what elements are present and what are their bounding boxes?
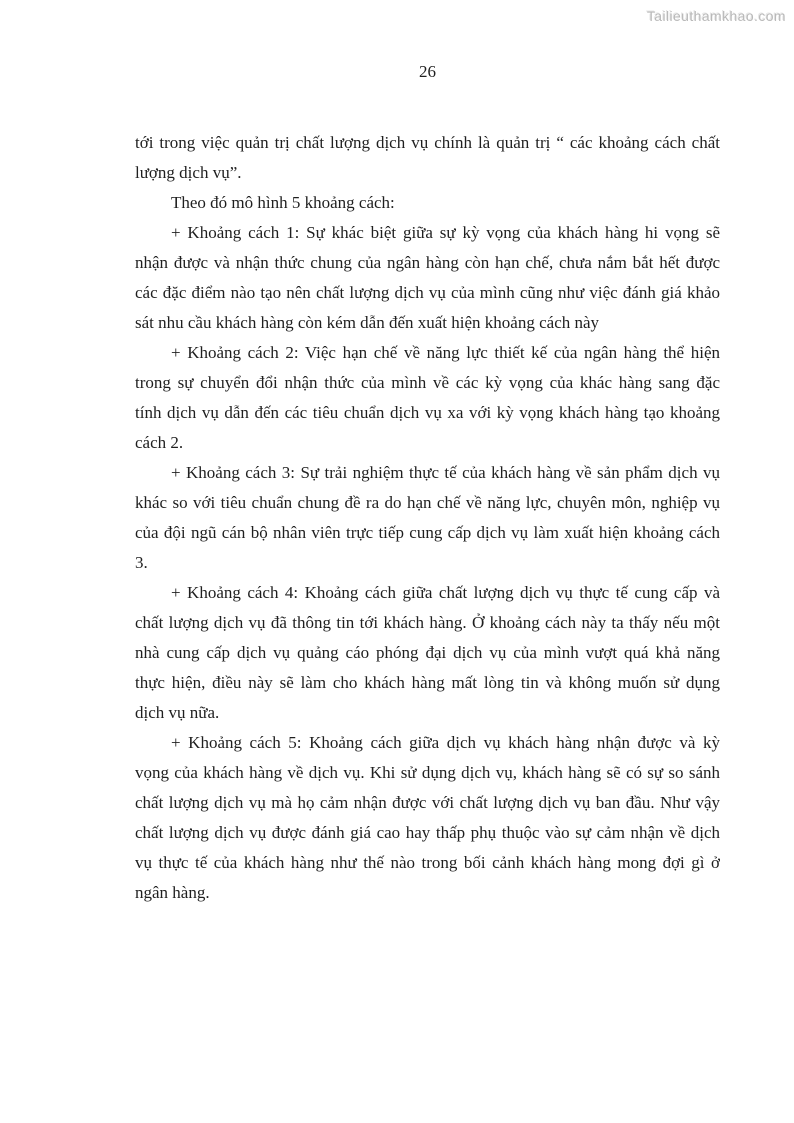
text-line: 3.	[135, 553, 148, 572]
paragraph	[135, 458, 720, 578]
text-line: khác so với tiêu chuẩn chung đề ra do hạn chế về năng lực, chuyên môn, nghiệp vụ	[135, 493, 720, 512]
text-line: tới trong việc quản trị chất lượng dịch vụ chính là quản trị “ các khoảng cách chất	[135, 133, 720, 152]
text-line: chất lượng dịch vụ đã thông tin tới khách hàng. Ở khoảng cách này ta thấy nếu một	[135, 613, 720, 632]
text-line: Theo đó mô hình 5 khoảng cách:	[171, 193, 395, 212]
text-line: vụ thực tế của khách hàng như thế nào trong bối cảnh khách hàng mong đợi gì ở	[135, 853, 720, 872]
text-line: + Khoảng cách 1: Sự khác biệt giữa sự kỳ vọng của khách hàng hi vọng sẽ	[171, 223, 720, 242]
paragraph	[135, 338, 720, 458]
text-line: + Khoảng cách 4: Khoảng cách giữa chất lượng dịch vụ thực tế cung cấp và	[171, 583, 720, 602]
text-line: tính dịch vụ dẫn đến các tiêu chuẩn dịch vụ xa với kỳ vọng khách hàng tạo khoảng	[135, 403, 720, 422]
page-number: 26	[419, 62, 436, 81]
text-line: các đặc điểm nào tạo nên chất lượng dịch vụ của mình cũng như việc đánh giá khảo	[135, 283, 720, 302]
text-line: + Khoảng cách 5: Khoảng cách giữa dịch vụ khách hàng nhận được và kỳ	[171, 733, 720, 752]
text-line: vọng của khách hàng về dịch vụ. Khi sử dụng dịch vụ, khách hàng sẽ có sự so sánh	[135, 763, 720, 782]
text-line: sát nhu cầu khách hàng còn kém dẫn đến xuất hiện khoảng cách này	[135, 313, 600, 332]
paragraph	[135, 218, 720, 338]
text-line: + Khoảng cách 3: Sự trải nghiệm thực tế của khách hàng về sản phẩm dịch vụ	[171, 463, 720, 482]
text-line: + Khoảng cách 2: Việc hạn chế về năng lực thiết kế của ngân hàng thể hiện	[171, 343, 720, 362]
text-line: thực hiện, điều này sẽ làm cho khách hàng mất lòng tin và không muốn sử dụng	[135, 673, 720, 692]
text-line: chất lượng dịch vụ được đánh giá cao hay thấp phụ thuộc vào sự cảm nhận về dịch	[135, 823, 720, 842]
paragraph	[135, 578, 720, 728]
text-line: lượng dịch vụ”.	[135, 163, 242, 182]
watermark-text: Tailieuthamkhao.com	[646, 8, 786, 24]
text-line: nhận được và nhận thức chung của ngân hàng còn hạn chế, chưa nắm bắt hết được	[135, 253, 720, 272]
text-line: chất lượng dịch vụ mà họ cảm nhận được với chất lượng dịch vụ ban đầu. Như vậy	[135, 793, 720, 812]
paragraph	[135, 188, 720, 218]
text-line: của đội ngũ cán bộ nhân viên trực tiếp cung cấp dịch vụ làm xuất hiện khoảng cách	[135, 523, 720, 542]
text-line: dịch vụ nữa.	[135, 703, 220, 722]
text-line: cách 2.	[135, 433, 184, 452]
document-body	[135, 128, 720, 908]
text-line: nhà cung cấp dịch vụ quảng cáo phóng đại dịch vụ của mình vượt quá khả năng	[135, 643, 720, 662]
text-line: trong sự chuyển đổi nhận thức của mình về các kỳ vọng của khác hàng sang đặc	[135, 373, 720, 392]
paragraph	[135, 128, 720, 188]
text-line: ngân hàng.	[135, 883, 210, 902]
paragraph	[135, 728, 720, 908]
